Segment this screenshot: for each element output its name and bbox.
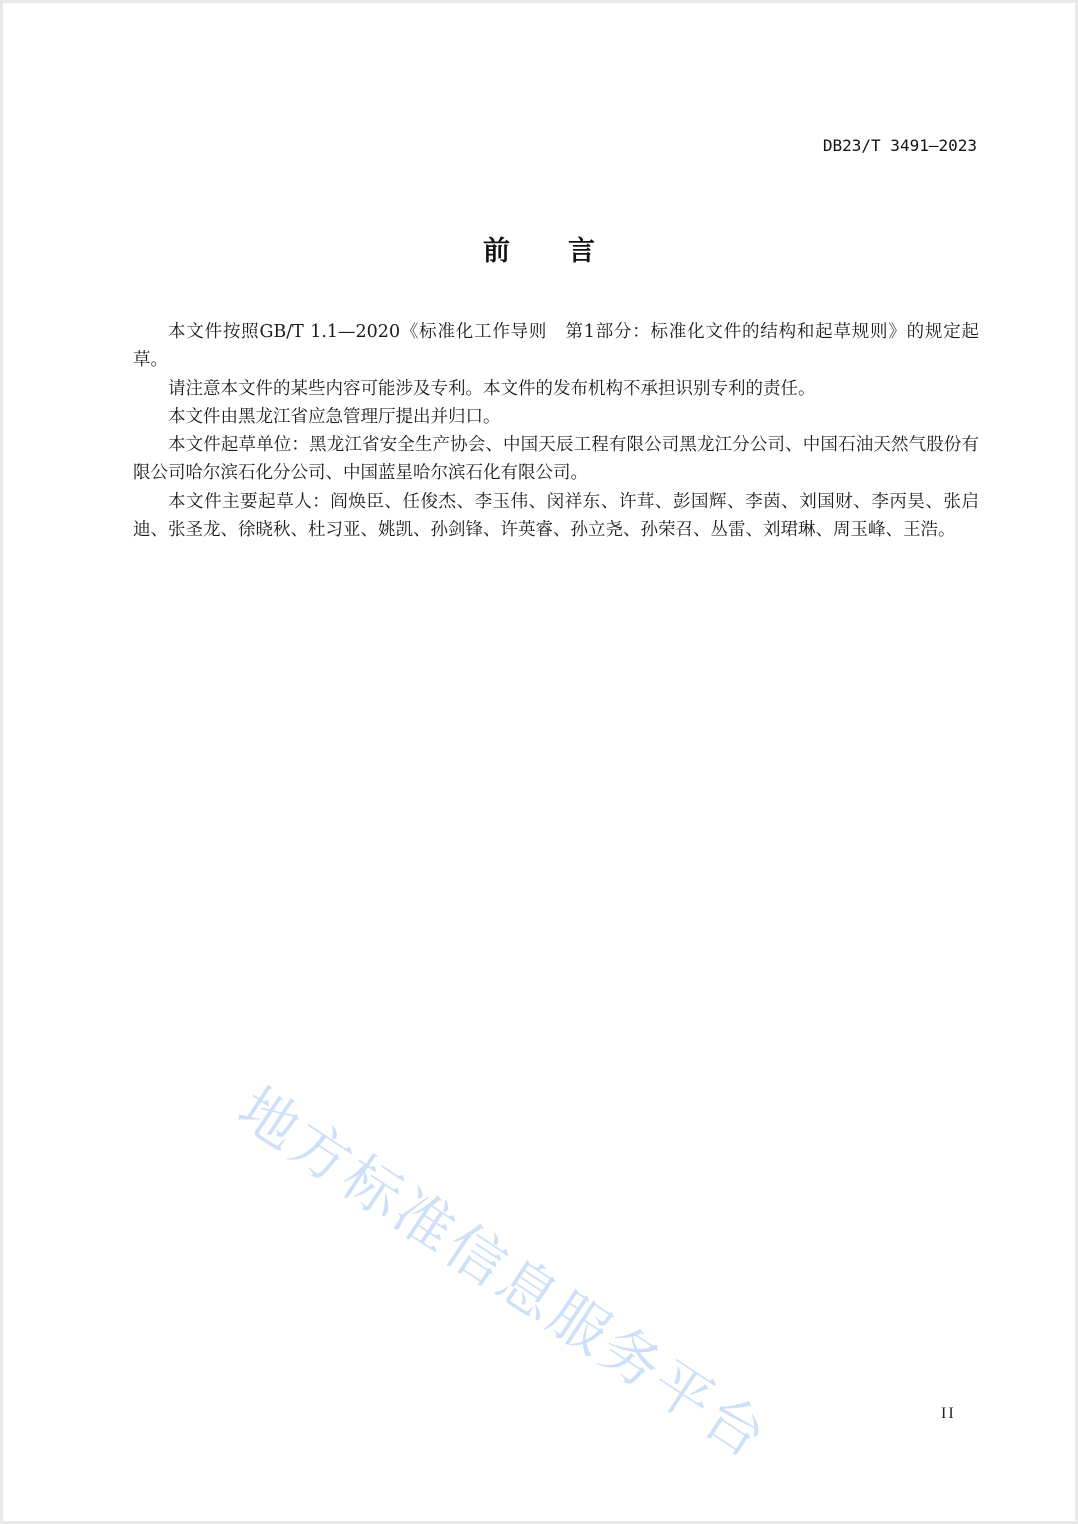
section-title-foreword xyxy=(3,229,1075,268)
title-char-2: 言 xyxy=(568,236,595,267)
paragraph-drafters: 本文件主要起草人：阎焕臣、任俊杰、李玉伟、闵祥东、许茸、彭国辉、李茵、刘国财、李丙昊、张启迪、张圣龙、徐晓秋、杜习亚、姚凯、孙剑锋、许英睿、孙立尧、孙荣召、丛雷、刘珺琳、周玉峰、王浩。 xyxy=(133,491,979,541)
paragraph-standard-basis: 本文件按照GB/T 1.1—2020《标准化工作导则 第1部分：标准化文件的结构和起草规则》的规定起草。 xyxy=(133,322,979,371)
title-char-1: 前 xyxy=(483,236,510,267)
page-number: II xyxy=(941,1405,956,1422)
document-code: DB23/T 3491—2023 xyxy=(822,136,977,155)
watermark: 地方标准信息服务平台 xyxy=(226,1073,781,1473)
paragraph-drafting-units: 本文件起草单位：黑龙江省安全生产协会、中国天辰工程有限公司黑龙江分公司、中国石油天然气股份有限公司哈尔滨石化分公司、中国蓝星哈尔滨石化有限公司。 xyxy=(133,435,979,484)
paragraph-proposer: 本文件由黑龙江省应急管理厅提出并归口。 xyxy=(168,406,501,427)
document-page xyxy=(3,3,1075,1521)
paragraph-patent-notice: 请注意本文件的某些内容可能涉及专利。本文件的发布机构不承担识别专利的责任。 xyxy=(168,378,816,399)
foreword-body xyxy=(133,318,979,544)
